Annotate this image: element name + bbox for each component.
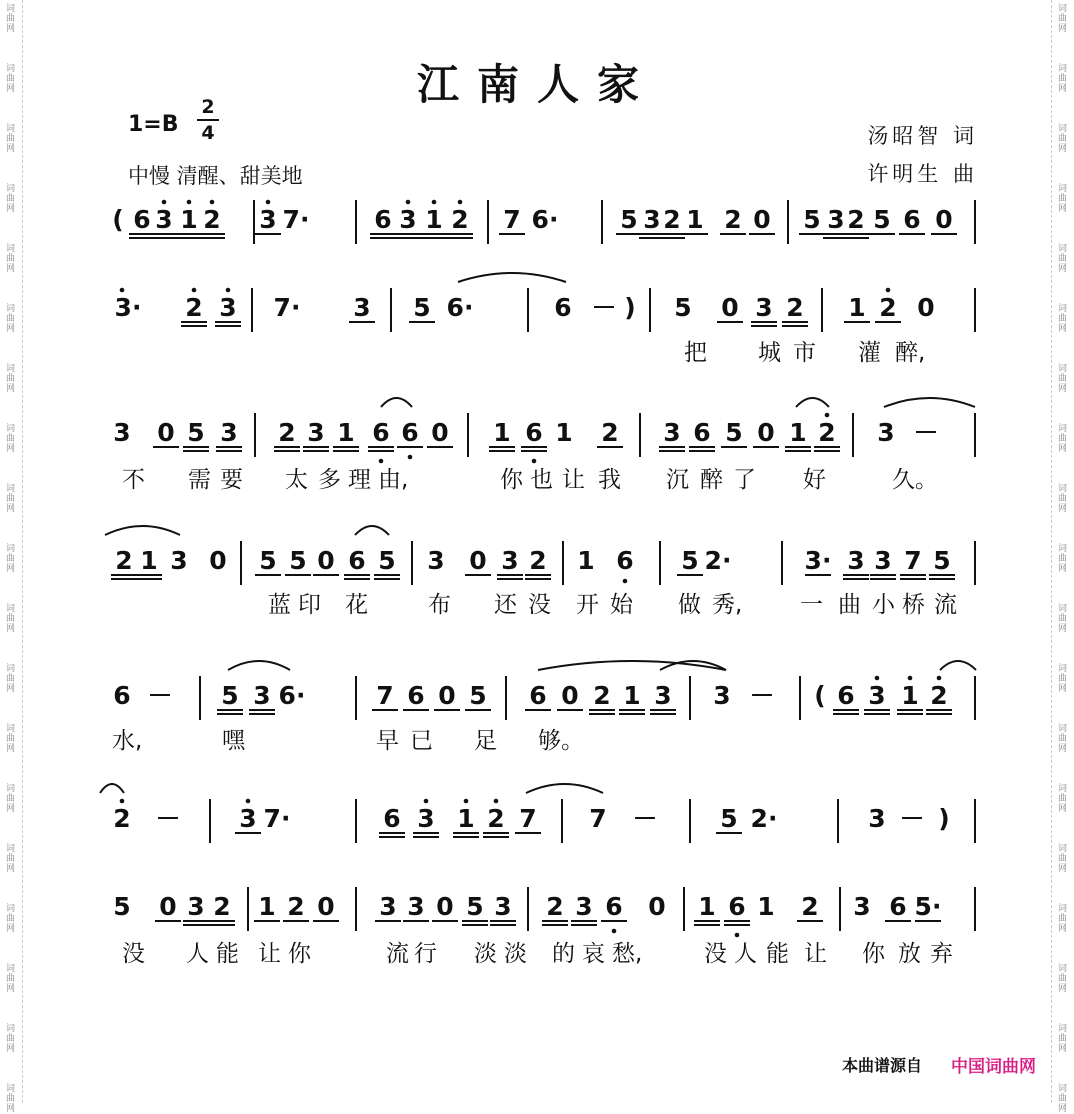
watermark-mark: 词曲网	[6, 184, 16, 214]
score-note: 1	[577, 546, 595, 575]
lyric-syllable: 愁,	[612, 941, 643, 967]
lyric-syllable: 淡	[474, 941, 497, 967]
score-note: －	[155, 804, 181, 833]
score-note: 6	[401, 418, 419, 447]
lyric-syllable: 足	[474, 728, 497, 754]
score-note: 6·	[531, 205, 559, 234]
lyric-syllable: 久。	[892, 467, 938, 493]
octave-dot-below	[532, 459, 537, 464]
lyricist-credit: 汤昭智 词	[867, 124, 978, 148]
octave-dot-above	[825, 413, 830, 418]
score-note: 2	[601, 418, 619, 447]
octave-dot-below	[623, 579, 628, 584]
watermark-mark: 词曲网	[6, 604, 16, 634]
watermark-mark: 词曲网	[1058, 64, 1068, 94]
watermark-mark: 词曲网	[6, 304, 16, 334]
watermark-mark: 词曲网	[6, 724, 16, 754]
watermark-mark: 词曲网	[1058, 1084, 1068, 1114]
score-note: 6	[728, 892, 746, 921]
score-note: 1	[337, 418, 355, 447]
score-note: 5	[469, 681, 487, 710]
lyric-syllable: 没	[704, 941, 727, 967]
lyric-syllable: 小	[872, 592, 895, 618]
score-note: 5	[187, 418, 205, 447]
score-note: 6·	[446, 293, 474, 322]
score-note: 3·	[114, 293, 142, 322]
lyric-syllable: 人	[734, 941, 757, 967]
score-note: 1	[623, 681, 641, 710]
score-note: 6	[133, 205, 151, 234]
score-note: 3	[220, 418, 238, 447]
score-note: 5	[113, 892, 131, 921]
score-note: 5	[620, 205, 638, 234]
slur-arc	[796, 398, 829, 407]
lyric-syllable: 市	[793, 340, 816, 366]
score-note: 3	[643, 205, 661, 234]
score-note: 0	[157, 418, 175, 447]
score-note: 0	[469, 546, 487, 575]
score-note: 3	[113, 418, 131, 447]
score-note: 6	[383, 804, 401, 833]
score-note: 2	[185, 293, 203, 322]
score-note: 3	[501, 546, 519, 575]
score-note: 0	[753, 205, 771, 234]
lyric-syllable: 一	[800, 592, 823, 618]
lyric-syllable: 好	[803, 467, 826, 493]
score-note: 3	[170, 546, 188, 575]
score-note: 2	[801, 892, 819, 921]
watermark-mark: 词曲网	[1058, 904, 1068, 934]
score-note: 6	[374, 205, 392, 234]
score-note: 2	[213, 892, 231, 921]
score-note: 6	[889, 892, 907, 921]
score-note: 2	[203, 205, 221, 234]
score-note: 2	[115, 546, 133, 575]
octave-dot-above	[886, 288, 891, 293]
score-note: 7·	[282, 205, 310, 234]
octave-dot-above	[875, 676, 880, 681]
lyric-syllable: 城	[758, 340, 781, 366]
score-note: 6	[605, 892, 623, 921]
score-note: 1	[757, 892, 775, 921]
score-note: 3	[663, 418, 681, 447]
score-note: 3	[654, 681, 672, 710]
score-note: 2·	[750, 804, 778, 833]
slur-arc	[884, 398, 975, 407]
score-note: 3	[219, 293, 237, 322]
watermark-mark: 词曲网	[1058, 304, 1068, 334]
score-note: 1	[180, 205, 198, 234]
lyric-syllable: 花	[345, 592, 368, 618]
lyric-syllable: 醉	[700, 467, 723, 493]
watermark-mark: 词曲网	[1058, 124, 1068, 154]
score-note: 2	[930, 681, 948, 710]
lyric-syllable: 桥	[902, 592, 925, 618]
slur-arc	[355, 526, 389, 535]
score-note: 5	[378, 546, 396, 575]
lyric-syllable: 的	[552, 941, 575, 967]
score-note: 3	[827, 205, 845, 234]
octave-dot-above	[226, 288, 231, 293]
watermark-mark: 词曲网	[6, 364, 16, 394]
watermark-mark: 词曲网	[6, 784, 16, 814]
score-note: 1	[901, 681, 919, 710]
lyric-syllable: 嘿	[222, 728, 245, 754]
lyric-syllable: 也	[530, 467, 553, 493]
octave-dot-above	[187, 200, 192, 205]
score-note: 2	[529, 546, 547, 575]
score-note: －	[899, 804, 925, 833]
lyric-syllable: 能	[216, 941, 239, 967]
score-note: 3	[868, 804, 886, 833]
lyric-syllable: 理	[348, 467, 371, 493]
score-note: 0	[438, 681, 456, 710]
watermark-mark: 词曲网	[1058, 1024, 1068, 1054]
score-note: －	[749, 681, 775, 710]
slur-arc	[538, 661, 726, 670]
score-note: 5	[873, 205, 891, 234]
watermark-mark: 词曲网	[6, 1084, 16, 1114]
score-note: 3	[253, 681, 271, 710]
score-note: 1	[493, 418, 511, 447]
score-note: 6	[113, 681, 131, 710]
score-note: 3	[259, 205, 277, 234]
score-note: 2	[593, 681, 611, 710]
watermark-mark: 词曲网	[1058, 184, 1068, 214]
watermark-mark: 词曲网	[1058, 424, 1068, 454]
score-note: 0	[431, 418, 449, 447]
score-note: 2	[487, 804, 505, 833]
score-note: 5	[674, 293, 692, 322]
watermark-mark: 词曲网	[1058, 844, 1068, 874]
score-note: 5	[413, 293, 431, 322]
octave-dot-above	[406, 200, 411, 205]
score-note: 3	[868, 681, 886, 710]
lyric-syllable: 沉	[666, 467, 689, 493]
watermark-mark: 词曲网	[1058, 604, 1068, 634]
octave-dot-above	[432, 200, 437, 205]
score-note: 7	[904, 546, 922, 575]
score-note: 7	[519, 804, 537, 833]
score-note: 0	[159, 892, 177, 921]
score-note: 3	[755, 293, 773, 322]
lyric-syllable: 让	[258, 941, 281, 967]
score-note: 7·	[263, 804, 291, 833]
watermark-mark: 词曲网	[1058, 724, 1068, 754]
score-note: 6	[693, 418, 711, 447]
octave-dot-above	[120, 288, 125, 293]
slur-arc	[228, 661, 290, 670]
score-note: 3	[155, 205, 173, 234]
score-note: 3	[853, 892, 871, 921]
octave-dot-below	[379, 459, 384, 464]
score-note: 5	[933, 546, 951, 575]
lyric-syllable: 已	[410, 728, 433, 754]
lyric-syllable: 太	[285, 467, 308, 493]
score-note: 0	[561, 681, 579, 710]
watermark-mark: 词曲网	[6, 544, 16, 574]
score-note: 5	[221, 681, 239, 710]
watermark-mark: 词曲网	[1058, 484, 1068, 514]
time-signature-bottom: 4	[201, 122, 215, 144]
slur-arc	[526, 784, 603, 793]
score-note: 0	[317, 892, 335, 921]
lyric-syllable: 曲	[838, 592, 861, 618]
watermark-mark: 词曲网	[6, 4, 16, 34]
time-signature-top: 2	[201, 96, 215, 118]
octave-dot-above	[266, 200, 271, 205]
lyric-syllable: 你	[288, 941, 311, 967]
score-note: 3	[239, 804, 257, 833]
score-note: 3	[399, 205, 417, 234]
lyric-syllable: 要	[220, 467, 243, 493]
score-note: 1	[425, 205, 443, 234]
score-note: －	[591, 293, 617, 322]
watermark-mark: 词曲网	[1058, 4, 1068, 34]
score-note: )	[624, 293, 636, 322]
score-note: 2	[287, 892, 305, 921]
score-note: 5	[725, 418, 743, 447]
octave-dot-below	[612, 929, 617, 934]
score-note: 6·	[278, 681, 306, 710]
lyric-syllable: 还	[494, 592, 517, 618]
watermark-mark: 词曲网	[1058, 544, 1068, 574]
lyric-syllable: 印	[298, 592, 321, 618]
watermark-mark: 词曲网	[1058, 664, 1068, 694]
score-note: 2	[113, 804, 131, 833]
score-note: 3	[407, 892, 425, 921]
score-note: 0	[317, 546, 335, 575]
score-note: 6	[372, 418, 390, 447]
score-note: 1	[140, 546, 158, 575]
octave-dot-above	[210, 200, 215, 205]
score-note: 5	[466, 892, 484, 921]
score-note: 3	[379, 892, 397, 921]
lyric-syllable: 没	[122, 941, 145, 967]
score-note: 6	[407, 681, 425, 710]
score-note: 0	[721, 293, 739, 322]
octave-dot-above	[464, 799, 469, 804]
score-note: 3	[575, 892, 593, 921]
lyric-syllable: 行	[414, 941, 437, 967]
score-note: 1	[789, 418, 807, 447]
tempo-marking: 中慢 清醒、甜美地	[128, 164, 303, 188]
lyric-syllable: 把	[684, 340, 707, 366]
lyric-syllable: 流	[386, 941, 409, 967]
lyric-syllable: 布	[428, 592, 451, 618]
score-note: 5·	[914, 892, 942, 921]
slur-arc	[458, 273, 566, 282]
score-note: 6	[837, 681, 855, 710]
lyric-syllable: 让	[804, 941, 827, 967]
lyric-syllable: 弃	[930, 941, 953, 967]
score-note: 3	[847, 546, 865, 575]
lyric-syllable: 蓝	[268, 592, 291, 618]
watermark-mark: 词曲网	[6, 244, 16, 274]
score-note: 6	[903, 205, 921, 234]
octave-dot-above	[458, 200, 463, 205]
octave-dot-above	[246, 799, 251, 804]
score-note: 1	[258, 892, 276, 921]
lyric-syllable: 没	[528, 592, 551, 618]
score-note: 3·	[804, 546, 832, 575]
score-note: 5	[259, 546, 277, 575]
lyric-syllable: 够。	[538, 728, 584, 754]
score-note: －	[913, 418, 939, 447]
octave-dot-above	[424, 799, 429, 804]
watermark-mark: 词曲网	[6, 124, 16, 154]
score-note: 1	[555, 418, 573, 447]
watermark-mark: 词曲网	[6, 64, 16, 94]
octave-dot-below	[408, 455, 413, 460]
lyric-syllable: 让	[562, 467, 585, 493]
lyric-syllable: 不	[122, 467, 145, 493]
watermark-mark: 词曲网	[1058, 244, 1068, 274]
score-note: 2	[724, 205, 742, 234]
lyric-syllable: 你	[500, 467, 523, 493]
score-note: 0	[436, 892, 454, 921]
score-note: 2	[451, 205, 469, 234]
score-note: 3	[353, 293, 371, 322]
watermark-mark: 词曲网	[6, 424, 16, 454]
lyric-syllable: 需	[188, 467, 211, 493]
score-note: 1	[848, 293, 866, 322]
lyric-syllable: 能	[766, 941, 789, 967]
score-note: 5	[681, 546, 699, 575]
watermark-mark: 词曲网	[6, 844, 16, 874]
score-note: 0	[648, 892, 666, 921]
score-note: 6	[348, 546, 366, 575]
watermark-mark: 词曲网	[6, 1024, 16, 1054]
song-title: 江南人家	[416, 60, 657, 109]
composer-credit: 许明生 曲	[867, 162, 978, 186]
lyric-syllable: 我	[598, 467, 621, 493]
score-note: 6	[525, 418, 543, 447]
score-note: －	[632, 804, 658, 833]
score-note: 5	[803, 205, 821, 234]
score-note: 5	[289, 546, 307, 575]
score-note: 3	[427, 546, 445, 575]
score-note: 2	[879, 293, 897, 322]
watermark-mark: 词曲网	[1058, 784, 1068, 814]
score-note: 1	[698, 892, 716, 921]
score-note: 2	[818, 418, 836, 447]
lyric-syllable: 始	[610, 592, 633, 618]
score-note: 3	[307, 418, 325, 447]
watermark-mark: 词曲网	[1058, 364, 1068, 394]
score-note: 7	[376, 681, 394, 710]
watermark-mark: 词曲网	[6, 904, 16, 934]
lyric-syllable: 水,	[112, 728, 143, 754]
lyric-syllable: 流	[934, 592, 957, 618]
score-note: 2	[786, 293, 804, 322]
lyric-syllable: 由,	[378, 467, 409, 493]
lyric-syllable: 放	[898, 941, 921, 967]
watermark-mark: 词曲网	[6, 964, 16, 994]
score-note: 6	[529, 681, 547, 710]
octave-dot-above	[494, 799, 499, 804]
score-note: 0	[917, 293, 935, 322]
lyric-syllable: 了	[733, 467, 756, 493]
source-label: 本曲谱源自	[842, 1056, 923, 1075]
score-note: 3	[187, 892, 205, 921]
octave-dot-above	[120, 799, 125, 804]
lyric-syllable: 早	[376, 728, 399, 754]
octave-dot-above	[908, 676, 913, 681]
octave-dot-above	[937, 676, 942, 681]
watermark-mark: 词曲网	[6, 484, 16, 514]
score-note: 7	[589, 804, 607, 833]
score-note: 3	[713, 681, 731, 710]
score-note: 6	[616, 546, 634, 575]
score-note: 3	[417, 804, 435, 833]
octave-dot-above	[162, 200, 167, 205]
score-note: 0	[935, 205, 953, 234]
score-note: 3	[494, 892, 512, 921]
score-note: 0	[209, 546, 227, 575]
score-note: 6	[554, 293, 572, 322]
score-note: 1	[457, 804, 475, 833]
octave-dot-below	[735, 933, 740, 938]
watermark-mark: 词曲网	[1058, 964, 1068, 994]
source-site-link[interactable]: 中国词曲网	[951, 1057, 1036, 1077]
lyric-syllable: 醉,	[895, 340, 926, 366]
score-note: (	[814, 681, 826, 710]
octave-dot-above	[192, 288, 197, 293]
lyric-syllable: 多	[318, 467, 341, 493]
lyric-syllable: 灌	[858, 340, 881, 366]
score-note: －	[147, 681, 173, 710]
watermark-mark: 词曲网	[6, 664, 16, 694]
lyric-syllable: 你	[862, 941, 885, 967]
slur-arc	[105, 526, 180, 535]
lyric-syllable: 人	[186, 941, 209, 967]
lyric-syllable: 开	[576, 592, 599, 618]
slur-arc	[381, 398, 412, 407]
score-note: 1	[686, 205, 704, 234]
score-note: 2	[663, 205, 681, 234]
score-note: 2	[278, 418, 296, 447]
lyric-syllable: 哀	[582, 941, 605, 967]
lyric-syllable: 做	[678, 592, 701, 618]
score-note: 0	[757, 418, 775, 447]
score-note: )	[938, 804, 950, 833]
score-note: 7	[503, 205, 521, 234]
score-note: 2	[546, 892, 564, 921]
lyric-syllable: 淡	[504, 941, 527, 967]
score-note: 5	[720, 804, 738, 833]
score-note: 3	[874, 546, 892, 575]
score-note: 2	[847, 205, 865, 234]
score-note: 3	[877, 418, 895, 447]
score-note: 2·	[704, 546, 732, 575]
lyric-syllable: 秀,	[712, 592, 743, 618]
score-note: 7·	[273, 293, 301, 322]
slur-arc	[100, 784, 124, 793]
slur-arc	[940, 661, 976, 670]
key-signature: 1=B	[128, 112, 179, 137]
score-note: (	[112, 205, 124, 234]
